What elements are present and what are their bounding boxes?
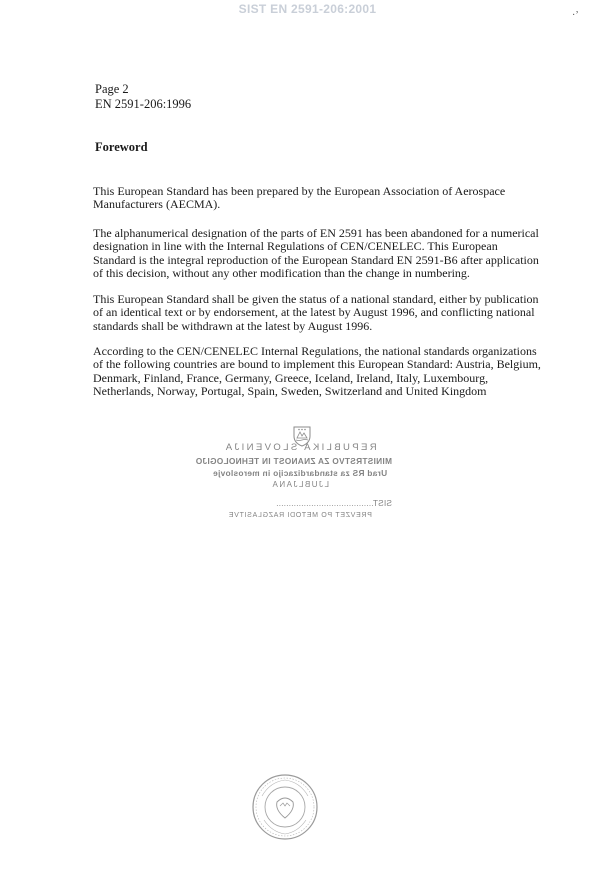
stamp-line: MINISTRSTVO ZA ZNANOST IN TEHNOLOGIJO xyxy=(195,456,392,466)
stamp-line: PREVZET PO METODI RAZGLASITVE xyxy=(228,512,372,519)
paragraph: The alphanumerical designation of the parts of EN 2591 has been abandoned for a numerical designation in line with the Internal Regulations of CEN/CENELEC. This European Standard is the integral reproduction of the European Standard EN 2591-B6 after application of this decision, without any other modification than the change in numbering. xyxy=(93,226,539,280)
section-heading: Foreword xyxy=(95,140,148,154)
paragraph: This European Standard has been prepared by the European Association of Aerospace Manufacturers (AECMA). xyxy=(93,184,506,212)
stamp-line: LJUBLJANA xyxy=(271,480,329,489)
paragraph: This European Standard shall be given the status of a national standard, either by publication of an identical text or by endorsement, at the latest by August 1996, and conflicting national standards shall be withdrawn at the latest by August 1996. xyxy=(93,292,539,333)
stamp-line: SIST....................................... xyxy=(275,498,392,508)
stamp-line: Urad RS za standardizacijo in meroslovje xyxy=(212,468,388,478)
official-stamp xyxy=(195,424,392,524)
header-watermark: SIST EN 2591-206:2001 xyxy=(238,2,377,16)
embossed-seal-icon xyxy=(250,772,320,842)
corner-mark: ·ʼ xyxy=(572,10,579,21)
page-number: Page 2 xyxy=(95,82,129,96)
paragraph: According to the CEN/CENELEC Internal Regulations, the national standards organizations of the following countries are bound to implement this European Standard: Austria, Belgium, Denmark, Finland, France, Germany, Greece, Iceland, Ireland, Italy, Luxembourg, Netherlands, Norway, Portugal, Spain, Sweden, Switzerland and United Kingdom xyxy=(93,344,541,398)
document-reference: EN 2591-206:1996 xyxy=(95,97,192,111)
stamp-line: REPUBLIKA SLOVENIJA xyxy=(223,442,377,453)
